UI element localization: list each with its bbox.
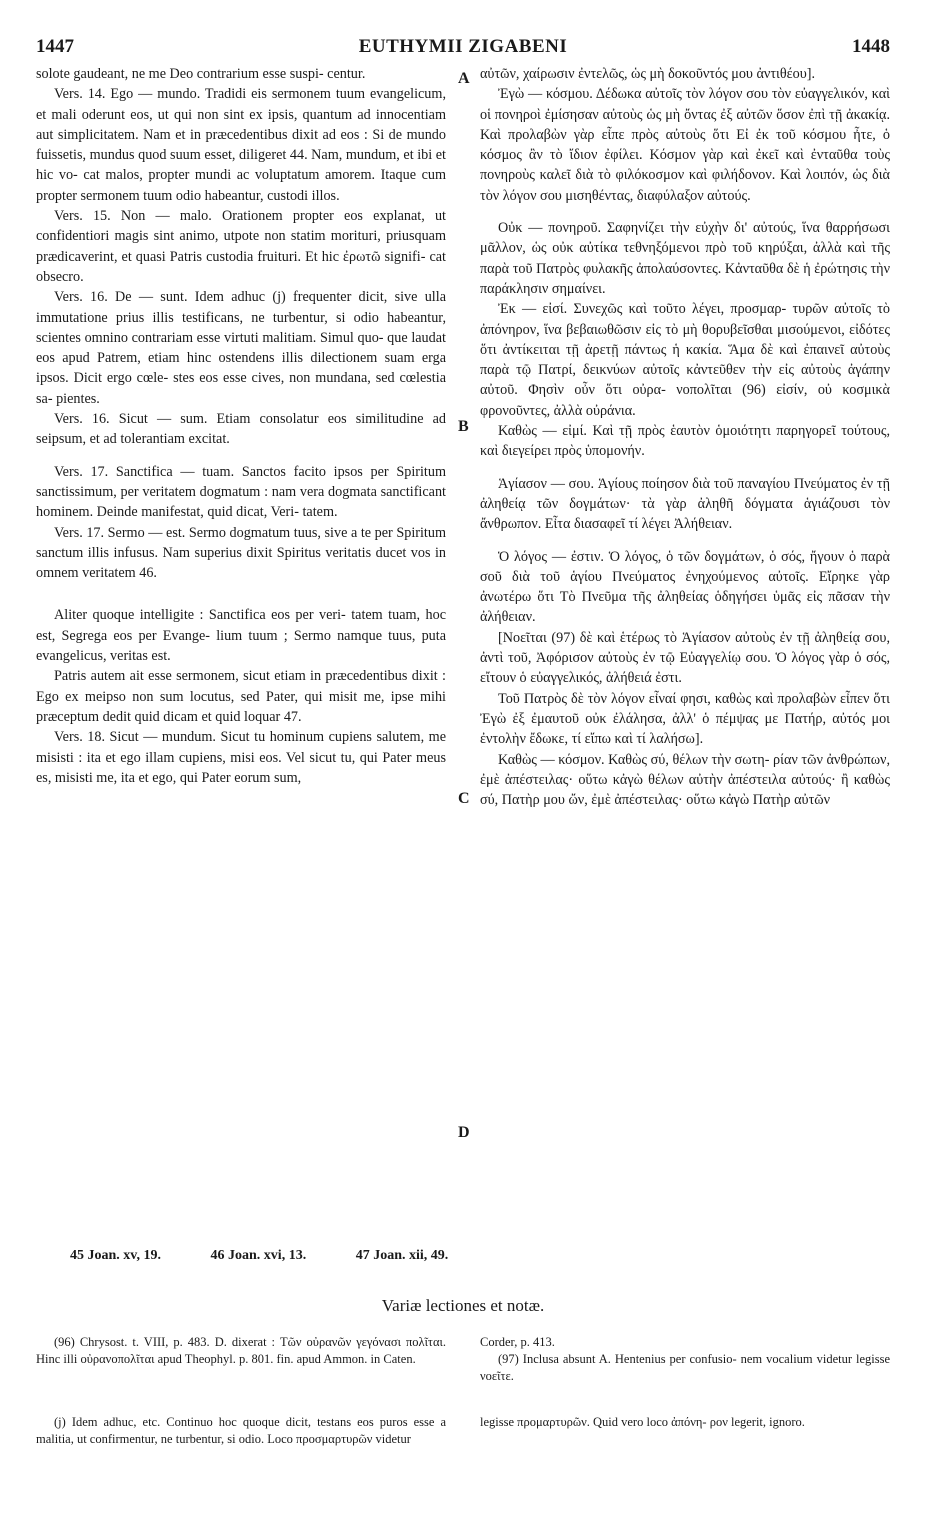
note-text: (96) Chrysost. t. VIII, p. 483. D. dixerat : Τῶν οὐρανῶν γεγόνασι πολῖται. Hinc illi οὐρανοπολῖται apud Theophyl. p. 801. fin. apud Ammon. in Caten. bbox=[36, 1335, 446, 1366]
latin-paragraph: solote gaudeant, ne me Deo contrarium esse suspi- centur. bbox=[36, 66, 366, 82]
latin-paragraph: Vers. 15. Non — malo. Orationem propter eos explanat, ut confidentiori magis sint animo, utpote non statim morituri, priusquam prædicaverint, et quasi Patris custodia fruituri. Et hic ἐρωτῶ signifi- cat obsecro. bbox=[36, 208, 446, 285]
greek-paragraph: [Νοεῖται (97) δὲ καὶ ἑτέρως τὸ Ἁγίασον αὐτοὺς ἐν τῇ ἀληθείᾳ σου, ἀντὶ τοῦ, Ἀφόρισον αὐτοὺς ἐν τῷ Εὐαγγελίῳ σου. Ὁ λόγος γὰρ ὁ σός, εἴτουν ὁ εὐαγγελικός, ἀλήθειά ἐστι. bbox=[480, 629, 890, 687]
note-96 bbox=[36, 1334, 446, 1368]
latin-column bbox=[36, 64, 446, 788]
note-j bbox=[36, 1414, 446, 1448]
greek-paragraph: Καθὼς — κόσμον. Καθὼς σύ, θέλων τὴν σωτη- ρίαν τῶν ἀνθρώπων, ἐμὲ ἀπέστειλας· οὕτω κἀγὼ θέλων αὐτὴν ἀπέστειλα αὐτούς· ἢ καθὼς σύ, Πατὴρ μου ὤν, ἐμὲ ἀπέστειλας· οὕτω κἀγὼ Πατὴρ αὐτῶν bbox=[480, 751, 890, 809]
greek-paragraph: Ὁ λόγος — ἐστιν. Ὁ λόγος, ὁ τῶν δογμάτων, ὁ σός, ἤγουν ὁ παρὰ σοῦ διὰ τοῦ ἁγίου Πνεύματος ἐνηχούμενος αὐτοῖς. Εἴρηκε γὰρ ἀνωτέρω ὅτι Τὸ Πνεῦμα τῆς ἀληθείας ὁδηγήσει ὑμᾶς εἰς πᾶσαν τὴν ἀλήθειαν. bbox=[480, 548, 890, 626]
latin-paragraph: Vers. 18. Sicut — mundum. Sicut tu hominum cupiens salutem, me misisti : ita et ego illam cupiens, misi eos. Vel sicut tu, qui Pater meus es, misisti me, ita et ego, qui Pater eorum sum, bbox=[36, 729, 446, 786]
margin-marker-d: D bbox=[458, 1124, 470, 1141]
latin-paragraph: Vers. 14. Ego — mundo. Tradidi eis sermonem tuum evangelicum, et mali oderunt eos, ut qui non sint ex ipsis, quantum ad innocentiam aut simplicitatem. Nam et in præcedentibus dixit ad eos : Si de mundo fuissetis, mundus quod suum esset, diligeret 44. Nam, mundum, et ibi et hic vo- cat malos, propter mundi ac voluptatum amorem. Itaque cum propter sermonem tuum odio habeantur, custodi illos. bbox=[36, 86, 446, 204]
note-text: Corder, p. 413. bbox=[480, 1335, 555, 1349]
margin-marker-c: C bbox=[458, 790, 470, 807]
latin-paragraph: Aliter quoque intelligite : Sanctifica eos per veri- tatem tuam, hoc est, Segrega eos per Evange- lium tuum ; Sermo namque tuus, puta evangelicus, veritas est. bbox=[36, 607, 446, 665]
footnote: 47 Joan. xii, 49. bbox=[355, 1248, 449, 1263]
greek-column bbox=[480, 64, 890, 810]
margin-marker-a: A bbox=[458, 70, 470, 87]
latin-paragraph: Vers. 16. De — sunt. Idem adhuc (j) frequenter dicit, sive ulla immutatione prius illis testificans, ne turbentur, si odio habeantur, scientes omnino contrariam esse virtuti malitiam. Simul quo- que laudat eos apud Patrem, etiam hinc ostendens illis dilectionem suam erga ipsos. Dicit ergo cœle- stes eos esse cives, non mundana, sed cœlestia sa- pientes. bbox=[36, 289, 446, 407]
notes-title: Variæ lectiones et notæ. bbox=[381, 1296, 545, 1315]
page-title: EUTHYMII ZIGABENI bbox=[358, 36, 568, 57]
note-text: (97) Inclusa absunt A. Hentenius per confusio- nem vocalium videtur legisse νοεῖτε. bbox=[480, 1352, 890, 1383]
margin-marker-b: B bbox=[458, 418, 469, 435]
note-96-cont-and-97 bbox=[480, 1334, 890, 1385]
left-page-number: 1447 bbox=[36, 36, 74, 57]
latin-paragraph: Vers. 17. Sanctifica — tuam. Sanctos facito ipsos per Spiritum sanctissimum, per veritatem dogmatum : nam vera dogmata sanctificant hominem. Deinde manifestat, quid dicat, Veri- tatem. bbox=[36, 463, 446, 521]
greek-paragraph: Ἁγίασον — σου. Ἁγίους ποίησον διὰ τοῦ παναγίου Πνεύματος ἐν τῇ ἀληθείᾳ τῶν δογμάτων· τὰ γὰρ ἀληθῆ δόγματα ἁγιάζουσι τὸν ἄνθρωπον. Εἶτα διασαφεῖ τί λέγει Ἀλήθειαν. bbox=[480, 475, 890, 533]
greek-paragraph: Οὐκ — πονηροῦ. Σαφηνίζει τὴν εὐχὴν δι' αὐτούς, ἵνα θαρρήσωσι μᾶλλον, ὡς οὐκ αὐτίκα τεθνηξόμενοι πρὸ τοῦ κηρύξαι, ἀλλὰ καὶ τῆς παρὰ τοῦ Πατρὸς φυλακῆς ἀπολαύσοντες. Κἀνταῦθα δὲ ἡ ἐρώτησις τὴν παράκλησιν σημαίνει. bbox=[480, 220, 890, 297]
note-j-cont bbox=[480, 1414, 890, 1431]
footnote: 45 Joan. xv, 19. bbox=[70, 1248, 162, 1263]
right-page-number: 1448 bbox=[852, 36, 890, 57]
scripture-footnotes bbox=[70, 1248, 770, 1264]
note-text: (j) Idem adhuc, etc. Continuo hoc quoque dicit, testans eos puros esse a malitia, ut confirmentur, ne turbentur, si odio. Loco προσμαρτυρῶν videtur bbox=[36, 1415, 446, 1446]
latin-paragraph: Vers. 16. Sicut — sum. Etiam consolatur eos similitudine ad seipsum, et ad tolerantiam excitat. bbox=[36, 411, 446, 448]
note-text: legisse προμαρτυρῶν. Quid vero loco ἀπόνη- ρον legerit, ignoro. bbox=[480, 1415, 805, 1429]
footnote: 46 Joan. xvi, 13. bbox=[210, 1248, 307, 1263]
greek-paragraph: Ἐγὼ — κόσμου. Δέδωκα αὐτοῖς τὸν λόγον σου τὸν εὐαγγελικόν, καὶ οἱ πονηροὶ ἐμίσησαν αὐτοὺς ὡς μὴ ὄντας ἐξ αὐτῶν ὅσον ἐπὶ τῇ ἀκακίᾳ. Καὶ προλαβὼν γὰρ εἶπε πρὸς αὐτοὺς ὅτι Εἰ ἐκ τοῦ κόσμου ἦτε, ὁ κόσμος ἂν τὸ ἴδιον ἐφίλει. Κόσμον γὰρ καὶ ἐκεῖ καὶ ἐνταῦθα τοὺς πονηροὺς καλεῖ διὰ τὸ φιλόκοσμον καὶ φιλήδονον. Καὶ λοιπόν, ὡς διὰ τὸν λόγον σου μισηθέντας, διαφύλαξον αὐτούς. bbox=[480, 86, 890, 204]
greek-paragraph: Τοῦ Πατρὸς δὲ τὸν λόγον εἶναί φησι, καθὼς καὶ προλαβὼν εἶπεν ὅτι Ἐγὼ ἐξ ἐμαυτοῦ οὐκ ἐλάλησα, ἀλλ' ὁ πέμψας με Πατήρ, αὐτός μοι ἐντολὴν ἔδωκε, τί εἴπω καὶ τί λαλήσω]. bbox=[480, 690, 890, 748]
greek-paragraph: Καθὼς — εἰμί. Καὶ τῇ πρὸς ἑαυτὸν ὁμοιότητι παρηγορεῖ τούτους, καὶ διεγείρει πρὸς ὑπομονήν. bbox=[480, 423, 890, 460]
greek-paragraph: Ἐκ — εἰσί. Συνεχῶς καὶ τοῦτο λέγει, προσμαρ- τυρῶν αὐτοῖς τὸ ἀπόνηρον, ἵνα βεβαιωθῶσιν εἰς τὸ μὴ θορυβεῖσθαι μισούμενοι, εἰδότες ὅτι ἀντίκειται τῇ ἀρετῇ πάντως ἡ κακία. Ἅμα δὲ καὶ ἐπαινεῖ αὐτοὺς παρὰ τῷ Πατρί, δεικνύων αὐτοῖς κἀντεῦθεν τὴν εἰς αὐτοὺς ἀγάπην αὐτοῦ. Φησὶν οὖν ὅτι οὐρα- νοπολῖται (96) εἰσίν, οὐ κοσμικὰ φρονοῦντες, ἀλλὰ οὐράνια. bbox=[480, 301, 890, 419]
greek-paragraph: αὐτῶν, χαίρωσιν ἐντελῶς, ὡς μὴ δοκοῦντός μου ἀντιθέου]. bbox=[480, 66, 816, 82]
latin-paragraph: Patris autem ait esse sermonem, sicut etiam in præcedentibus dixit : Ego ex meipso non sum locutus, sed Pater, qui misit me, ipse mihi præceptum dedit quid dicam et quid loquar 47. bbox=[36, 668, 446, 725]
latin-paragraph: Vers. 17. Sermo — est. Sermo dogmatum tuus, sive a te per Spiritum sanctum illis infusus. Nam superius dixit Spiritus veritatis ducet vos in omnem veritatem 46. bbox=[36, 524, 446, 582]
